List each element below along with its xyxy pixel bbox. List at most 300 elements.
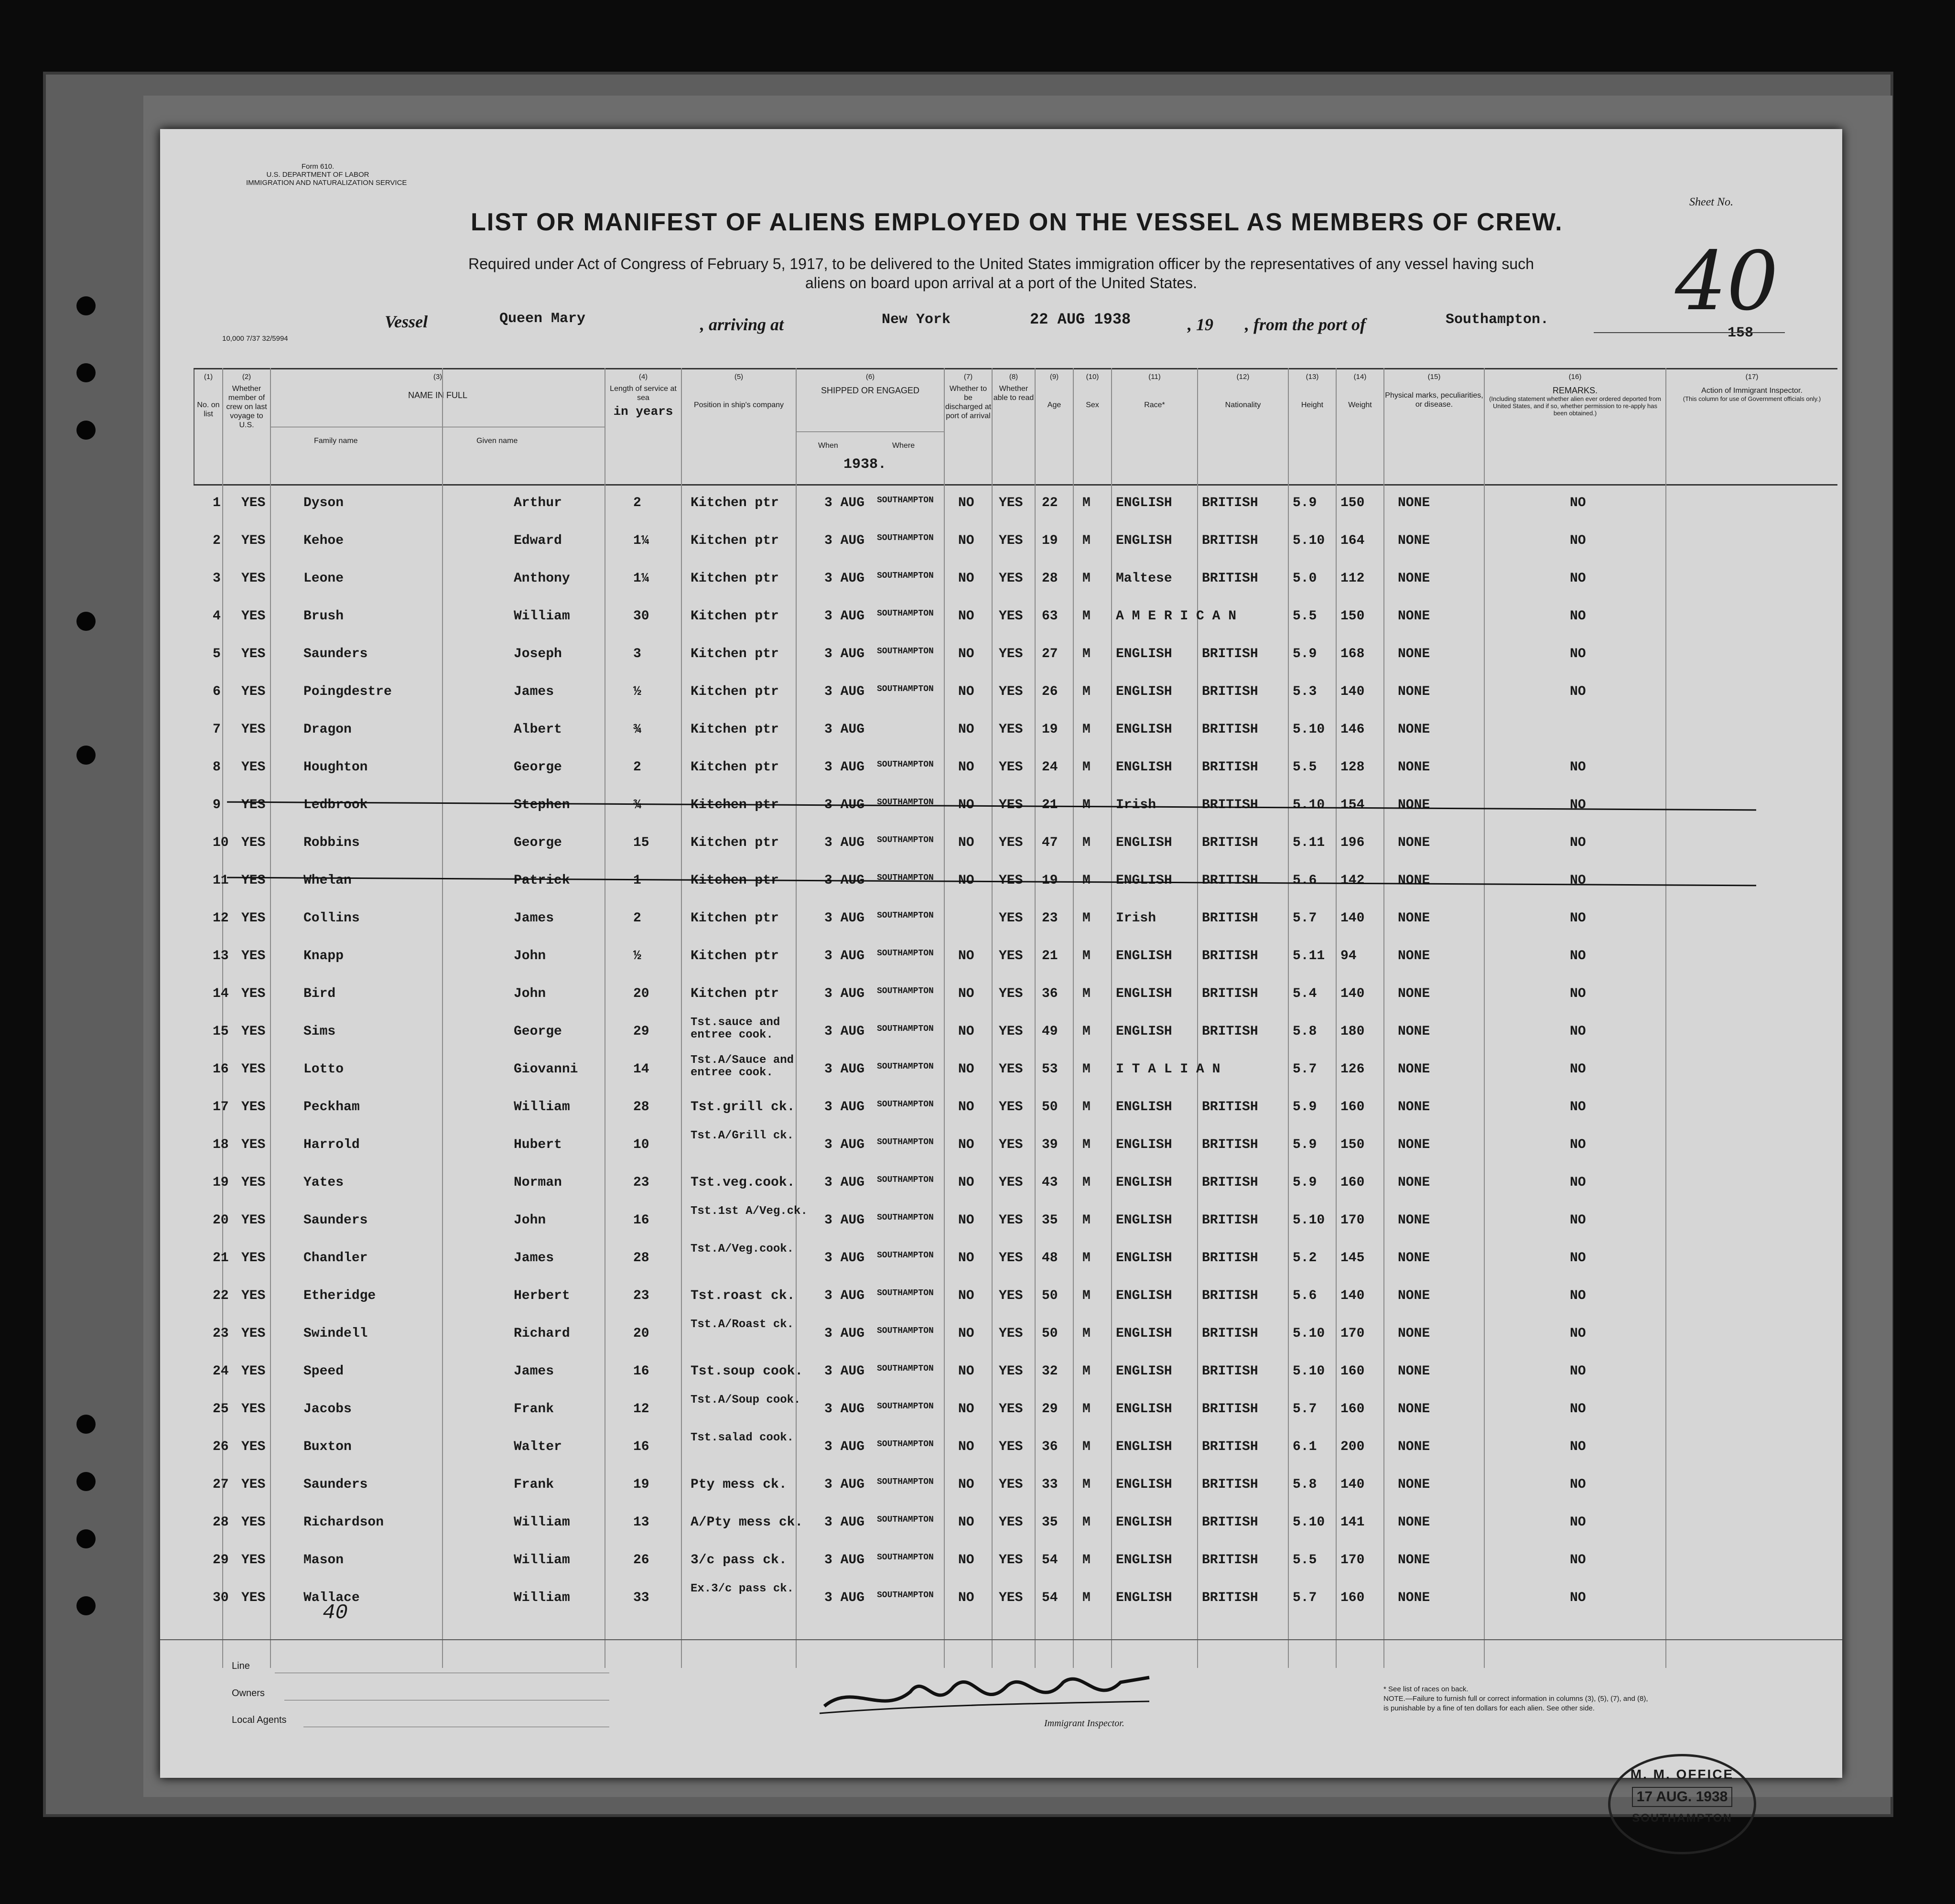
weight: 142 — [1340, 873, 1365, 888]
table-row — [160, 1240, 1842, 1277]
sheet-no-label: Sheet No. — [1689, 196, 1733, 208]
service-years: 20 — [633, 986, 649, 1001]
crew-last-voyage: YES — [241, 1137, 266, 1152]
shipped-where: SOUTHAMPTON — [877, 1288, 934, 1298]
discharge-at-port: NO — [958, 949, 974, 963]
given-name: James — [514, 911, 554, 926]
weight: 141 — [1340, 1515, 1365, 1530]
shipped-when: 3 AUG — [824, 1175, 865, 1190]
height: 5.9 — [1293, 1175, 1317, 1190]
given-name: Frank — [514, 1477, 554, 1492]
given-name: John — [514, 1213, 546, 1228]
able-to-read: YES — [999, 1024, 1023, 1039]
position: 3/c pass ck. — [691, 1553, 787, 1568]
given-name: William — [514, 609, 570, 624]
row-number: 13 — [213, 949, 229, 963]
position: Tst.1st A/Veg.ck. — [691, 1205, 808, 1218]
height: 5.9 — [1293, 1137, 1317, 1152]
remarks: NO — [1570, 647, 1586, 661]
service-years: 15 — [633, 835, 649, 850]
service-years: ½ — [633, 684, 641, 699]
physical-marks: NONE — [1398, 1590, 1430, 1605]
family-name: Dyson — [303, 496, 344, 510]
shipped-where: SOUTHAMPTON — [877, 1175, 934, 1185]
shipped-where: SOUTHAMPTON — [877, 609, 934, 618]
age: 47 — [1042, 835, 1058, 850]
remarks: NO — [1570, 1590, 1586, 1605]
weight: 180 — [1340, 1024, 1365, 1039]
discharge-at-port: NO — [958, 1515, 974, 1530]
arrival-date: 22 AUG 1938 — [1030, 311, 1131, 328]
shipped-where: SOUTHAMPTON — [877, 1364, 934, 1374]
family-name: Whelan — [303, 873, 352, 888]
sex: M — [1082, 1402, 1091, 1417]
family-name: Sims — [303, 1024, 336, 1039]
shipped-when: 3 AUG — [824, 1137, 865, 1152]
service-years: 1¼ — [633, 571, 649, 586]
family-name: Harrold — [303, 1137, 360, 1152]
remarks: NO — [1570, 1213, 1586, 1228]
service-years: 1 — [633, 873, 641, 888]
physical-marks: NONE — [1398, 911, 1430, 926]
given-name: Giovanni — [514, 1062, 578, 1077]
able-to-read: YES — [999, 1439, 1023, 1454]
race: ENGLISH — [1116, 1515, 1172, 1530]
remarks: NO — [1570, 1439, 1586, 1454]
nationality: BRITISH — [1202, 1024, 1258, 1039]
shipped-where: SOUTHAMPTON — [877, 1590, 934, 1600]
race: ENGLISH — [1116, 1553, 1172, 1568]
height: 5.9 — [1293, 1100, 1317, 1114]
remarks: NO — [1570, 873, 1586, 888]
vessel-label: Vessel — [385, 312, 428, 331]
crew-last-voyage: YES — [241, 1062, 266, 1077]
position: Pty mess ck. — [691, 1477, 787, 1492]
weight: 140 — [1340, 911, 1365, 926]
shipped-when: 3 AUG — [824, 684, 865, 699]
position: Tst.A/Soup cook. — [691, 1394, 801, 1406]
crew-last-voyage: YES — [241, 1402, 266, 1417]
able-to-read: YES — [999, 1326, 1023, 1341]
table-row — [160, 825, 1842, 862]
race: A M E R I C A N — [1116, 609, 1237, 624]
table-row — [160, 1353, 1842, 1391]
position: Tst.A/Veg.cook. — [691, 1243, 794, 1255]
sex: M — [1082, 1288, 1091, 1303]
nationality: BRITISH — [1202, 1590, 1258, 1605]
sex: M — [1082, 1251, 1091, 1266]
height: 6.1 — [1293, 1439, 1317, 1454]
footer-notes — [1383, 1685, 1648, 1713]
physical-marks: NONE — [1398, 533, 1430, 548]
shipped-where: SOUTHAMPTON — [877, 571, 934, 581]
height: 5.10 — [1293, 722, 1325, 737]
able-to-read: YES — [999, 496, 1023, 510]
crew-last-voyage: YES — [241, 1288, 266, 1303]
race: ENGLISH — [1116, 1288, 1172, 1303]
family-name: Bird — [303, 986, 336, 1001]
col-header-service: (4) Length of service at sea in years — [605, 369, 681, 484]
race: ENGLISH — [1116, 1439, 1172, 1454]
family-name: Poingdestre — [303, 684, 392, 699]
position: Kitchen ptr — [691, 533, 779, 548]
remarks: NO — [1570, 911, 1586, 926]
sex: M — [1082, 1100, 1091, 1114]
col-header-shipped: (6) SHIPPED OR ENGAGED When Where — [796, 369, 944, 484]
position: Tst.sauce and entree cook. — [691, 1016, 780, 1041]
age: 19 — [1042, 873, 1058, 888]
height: 5.9 — [1293, 496, 1317, 510]
crew-last-voyage: YES — [241, 1213, 266, 1228]
nationality: BRITISH — [1202, 1515, 1258, 1530]
crew-last-voyage: YES — [241, 1515, 266, 1530]
family-name: Saunders — [303, 647, 368, 661]
age: 39 — [1042, 1137, 1058, 1152]
row-number: 18 — [213, 1137, 229, 1152]
service-years: 23 — [633, 1288, 649, 1303]
discharge-at-port: NO — [958, 1439, 974, 1454]
service-years: 23 — [633, 1175, 649, 1190]
table-row — [160, 1051, 1842, 1089]
height: 5.5 — [1293, 1553, 1317, 1568]
nationality: BRITISH — [1202, 1137, 1258, 1152]
race: Irish — [1116, 911, 1156, 926]
race: ENGLISH — [1116, 1251, 1172, 1266]
given-name: James — [514, 684, 554, 699]
family-name: Chandler — [303, 1251, 368, 1266]
age: 49 — [1042, 1024, 1058, 1039]
shipped-when: 3 AUG — [824, 1251, 865, 1266]
crew-last-voyage: YES — [241, 1439, 266, 1454]
row-number: 4 — [213, 609, 221, 624]
position: Kitchen ptr — [691, 760, 779, 775]
service-years: ¾ — [633, 798, 641, 812]
sex: M — [1082, 1213, 1091, 1228]
binder-hole — [76, 1596, 96, 1615]
age: 54 — [1042, 1590, 1058, 1605]
service-years: 16 — [633, 1213, 649, 1228]
race: ENGLISH — [1116, 986, 1172, 1001]
sex: M — [1082, 911, 1091, 926]
crew-last-voyage: YES — [241, 1590, 266, 1605]
height: 5.7 — [1293, 911, 1317, 926]
shipped-where: SOUTHAMPTON — [877, 1024, 934, 1034]
race: ENGLISH — [1116, 949, 1172, 963]
remarks: NO — [1570, 609, 1586, 624]
subtitle-line-1: Required under Act of Congress of February 5, 1917, to be delivered to the United States immigration officer by the representatives of any vessel having such — [468, 255, 1534, 272]
position: Kitchen ptr — [691, 911, 779, 926]
crew-last-voyage: YES — [241, 1251, 266, 1266]
shipped-where: SOUTHAMPTON — [877, 496, 934, 505]
nationality: BRITISH — [1202, 1288, 1258, 1303]
discharge-at-port: NO — [958, 760, 974, 775]
shipped-when: 3 AUG — [824, 1326, 865, 1341]
stamp-top-text: M. M. OFFICE — [1630, 1767, 1734, 1782]
row-number: 23 — [213, 1326, 229, 1341]
crew-last-voyage: YES — [241, 1100, 266, 1114]
service-years: 33 — [633, 1590, 649, 1605]
crew-last-voyage: YES — [241, 949, 266, 963]
age: 32 — [1042, 1364, 1058, 1379]
remarks: NO — [1570, 1062, 1586, 1077]
binder-hole — [76, 421, 96, 440]
weight: 154 — [1340, 798, 1365, 812]
shipped-when: 3 AUG — [824, 1515, 865, 1530]
given-name: William — [514, 1100, 570, 1114]
race: ENGLISH — [1116, 647, 1172, 661]
shipped-where: SOUTHAMPTON — [877, 533, 934, 543]
remarks: NO — [1570, 496, 1586, 510]
table-row — [160, 712, 1842, 749]
shipped-when: 3 AUG — [824, 533, 865, 548]
service-years: ¾ — [633, 722, 641, 737]
col-header-nationality: (12) Nationality — [1197, 369, 1288, 484]
family-name: Wallace — [303, 1590, 360, 1605]
given-name: William — [514, 1590, 570, 1605]
position: A/Pty mess ck. — [691, 1515, 803, 1530]
height: 5.6 — [1293, 873, 1317, 888]
crew-last-voyage: YES — [241, 1175, 266, 1190]
weight: 150 — [1340, 609, 1365, 624]
nationality: BRITISH — [1202, 1100, 1258, 1114]
age: 24 — [1042, 760, 1058, 775]
able-to-read: YES — [999, 1100, 1023, 1114]
nationality: BRITISH — [1202, 647, 1258, 661]
page-title: LIST OR MANIFEST OF ALIENS EMPLOYED ON THE VESSEL AS MEMBERS OF CREW. — [471, 208, 1563, 236]
family-name: Etheridge — [303, 1288, 376, 1303]
discharge-at-port: NO — [958, 873, 974, 888]
shipped-where: SOUTHAMPTON — [877, 873, 934, 883]
crew-last-voyage: YES — [241, 798, 266, 812]
able-to-read: YES — [999, 835, 1023, 850]
height: 5.10 — [1293, 798, 1325, 812]
nationality: BRITISH — [1202, 1402, 1258, 1417]
height: 5.10 — [1293, 1515, 1325, 1530]
physical-marks: NONE — [1398, 1402, 1430, 1417]
able-to-read: YES — [999, 1175, 1023, 1190]
shipped-where: SOUTHAMPTON — [877, 1100, 934, 1109]
crew-last-voyage: YES — [241, 496, 266, 510]
age: 43 — [1042, 1175, 1058, 1190]
family-name: Dragon — [303, 722, 352, 737]
row-number: 7 — [213, 722, 221, 737]
weight: 168 — [1340, 647, 1365, 661]
sex: M — [1082, 684, 1091, 699]
crew-last-voyage: YES — [241, 835, 266, 850]
service-years: 2 — [633, 760, 641, 775]
race: ENGLISH — [1116, 1175, 1172, 1190]
discharge-at-port: NO — [958, 798, 974, 812]
weight: 160 — [1340, 1590, 1365, 1605]
remarks: NO — [1570, 835, 1586, 850]
arriving-label: , arriving at — [700, 315, 784, 334]
given-name: John — [514, 949, 546, 963]
age: 35 — [1042, 1213, 1058, 1228]
footer-rule — [160, 1639, 1842, 1640]
year-note: 1938. — [843, 456, 887, 473]
service-years: 28 — [633, 1100, 649, 1114]
shipped-when: 3 AUG — [824, 1024, 865, 1039]
discharge-at-port: NO — [958, 609, 974, 624]
row-number: 8 — [213, 760, 221, 775]
given-name: William — [514, 1515, 570, 1530]
nationality: BRITISH — [1202, 1326, 1258, 1341]
inspector-label: Immigrant Inspector. — [1044, 1718, 1124, 1729]
age: 50 — [1042, 1326, 1058, 1341]
crew-last-voyage: YES — [241, 873, 266, 888]
height: 5.2 — [1293, 1251, 1317, 1266]
shipped-when: 3 AUG — [824, 571, 865, 586]
discharge-at-port: NO — [958, 1477, 974, 1492]
sex: M — [1082, 496, 1091, 510]
discharge-at-port: NO — [958, 1553, 974, 1568]
remarks: NO — [1570, 949, 1586, 963]
discharge-at-port: NO — [958, 1251, 974, 1266]
age: 19 — [1042, 722, 1058, 737]
remarks: NO — [1570, 1553, 1586, 1568]
nationality: BRITISH — [1202, 533, 1258, 548]
row-number: 1 — [213, 496, 221, 510]
family-name: Peckham — [303, 1100, 360, 1114]
manifest-rows — [160, 485, 1842, 1642]
sex: M — [1082, 533, 1091, 548]
weight: 140 — [1340, 684, 1365, 699]
race: ENGLISH — [1116, 1137, 1172, 1152]
able-to-read: YES — [999, 1288, 1023, 1303]
row-number: 26 — [213, 1439, 229, 1454]
col-header-height: (13) Height — [1288, 369, 1336, 484]
line-label: Line — [232, 1661, 250, 1671]
row-number: 22 — [213, 1288, 229, 1303]
crew-last-voyage: YES — [241, 760, 266, 775]
family-name: Ledbrook — [303, 798, 368, 812]
shipped-when: 3 AUG — [824, 1062, 865, 1077]
race: Irish — [1116, 798, 1156, 812]
position: Kitchen ptr — [691, 835, 779, 850]
given-name: George — [514, 760, 562, 775]
sex: M — [1082, 1175, 1091, 1190]
physical-marks: NONE — [1398, 1364, 1430, 1379]
shipped-where: SOUTHAMPTON — [877, 1326, 934, 1336]
able-to-read: YES — [999, 1251, 1023, 1266]
nationality: BRITISH — [1202, 798, 1258, 812]
discharge-at-port: NO — [958, 1175, 974, 1190]
race: ENGLISH — [1116, 1213, 1172, 1228]
physical-marks: NONE — [1398, 1515, 1430, 1530]
shipped-when: 3 AUG — [824, 835, 865, 850]
nationality: BRITISH — [1202, 571, 1258, 586]
height: 5.5 — [1293, 760, 1317, 775]
given-name: Richard — [514, 1326, 570, 1341]
age: 54 — [1042, 1553, 1058, 1568]
weight: 94 — [1340, 949, 1357, 963]
col-header-age: (9) Age — [1035, 369, 1073, 484]
crew-last-voyage: YES — [241, 1024, 266, 1039]
race: ENGLISH — [1116, 1024, 1172, 1039]
age: 35 — [1042, 1515, 1058, 1530]
given-name: Arthur — [514, 496, 562, 510]
binder-hole — [76, 1415, 96, 1434]
year-label: , 19 — [1188, 315, 1213, 334]
service-years: 30 — [633, 609, 649, 624]
position: Tst.soup cook. — [691, 1364, 803, 1379]
service-handwritten-note: in years — [613, 404, 673, 419]
physical-marks: NONE — [1398, 760, 1430, 775]
table-row — [160, 674, 1842, 711]
crew-last-voyage: YES — [241, 1553, 266, 1568]
col-header-family: Family name — [314, 437, 358, 445]
age: 21 — [1042, 798, 1058, 812]
position: Kitchen ptr — [691, 873, 779, 888]
table-row — [160, 485, 1842, 522]
able-to-read: YES — [999, 986, 1023, 1001]
race: ENGLISH — [1116, 1364, 1172, 1379]
physical-marks: NONE — [1398, 1062, 1430, 1077]
mm-office-stamp — [1608, 1754, 1756, 1854]
race: ENGLISH — [1116, 835, 1172, 850]
col-header-where: Where — [892, 442, 915, 450]
able-to-read: YES — [999, 647, 1023, 661]
position: Tst.salad cook. — [691, 1431, 794, 1444]
sex: M — [1082, 647, 1091, 661]
weight: 170 — [1340, 1213, 1365, 1228]
shipped-when: 3 AUG — [824, 722, 865, 737]
sheet-number-handwritten: 40 — [1675, 234, 1779, 329]
physical-marks: NONE — [1398, 1213, 1430, 1228]
able-to-read: YES — [999, 1213, 1023, 1228]
service-years: 28 — [633, 1251, 649, 1266]
weight: 112 — [1340, 571, 1365, 586]
weight: 140 — [1340, 1477, 1365, 1492]
nationality: BRITISH — [1202, 873, 1258, 888]
race: ENGLISH — [1116, 1590, 1172, 1605]
sex: M — [1082, 609, 1091, 624]
shipped-when: 3 AUG — [824, 1477, 865, 1492]
physical-marks: NONE — [1398, 496, 1430, 510]
sex: M — [1082, 1364, 1091, 1379]
weight: 146 — [1340, 722, 1365, 737]
family-name: Leone — [303, 571, 344, 586]
shipped-where: SOUTHAMPTON — [877, 1251, 934, 1260]
position: Kitchen ptr — [691, 647, 779, 661]
position: Tst.roast ck. — [691, 1288, 795, 1303]
physical-marks: NONE — [1398, 1288, 1430, 1303]
given-name: William — [514, 1553, 570, 1568]
able-to-read: YES — [999, 1553, 1023, 1568]
sex: M — [1082, 1477, 1091, 1492]
position: Kitchen ptr — [691, 496, 779, 510]
discharge-at-port: NO — [958, 1062, 974, 1077]
shipped-where: SOUTHAMPTON — [877, 684, 934, 694]
family-name: Houghton — [303, 760, 368, 775]
physical-marks: NONE — [1398, 1024, 1430, 1039]
print-code: 10,000 7/37 32/5994 — [222, 335, 288, 343]
sex: M — [1082, 798, 1091, 812]
note-races: * See list of races on back. — [1383, 1685, 1469, 1693]
height: 5.11 — [1293, 949, 1325, 963]
nationality: BRITISH — [1202, 1364, 1258, 1379]
age: 36 — [1042, 1439, 1058, 1454]
given-name: Albert — [514, 722, 562, 737]
sex: M — [1082, 1326, 1091, 1341]
able-to-read: YES — [999, 798, 1023, 812]
shipped-when: 3 AUG — [824, 1100, 865, 1114]
page-subtitle — [160, 254, 1842, 292]
service-years: 26 — [633, 1553, 649, 1568]
shipped-where: SOUTHAMPTON — [877, 911, 934, 920]
physical-marks: NONE — [1398, 1553, 1430, 1568]
position: Kitchen ptr — [691, 986, 779, 1001]
